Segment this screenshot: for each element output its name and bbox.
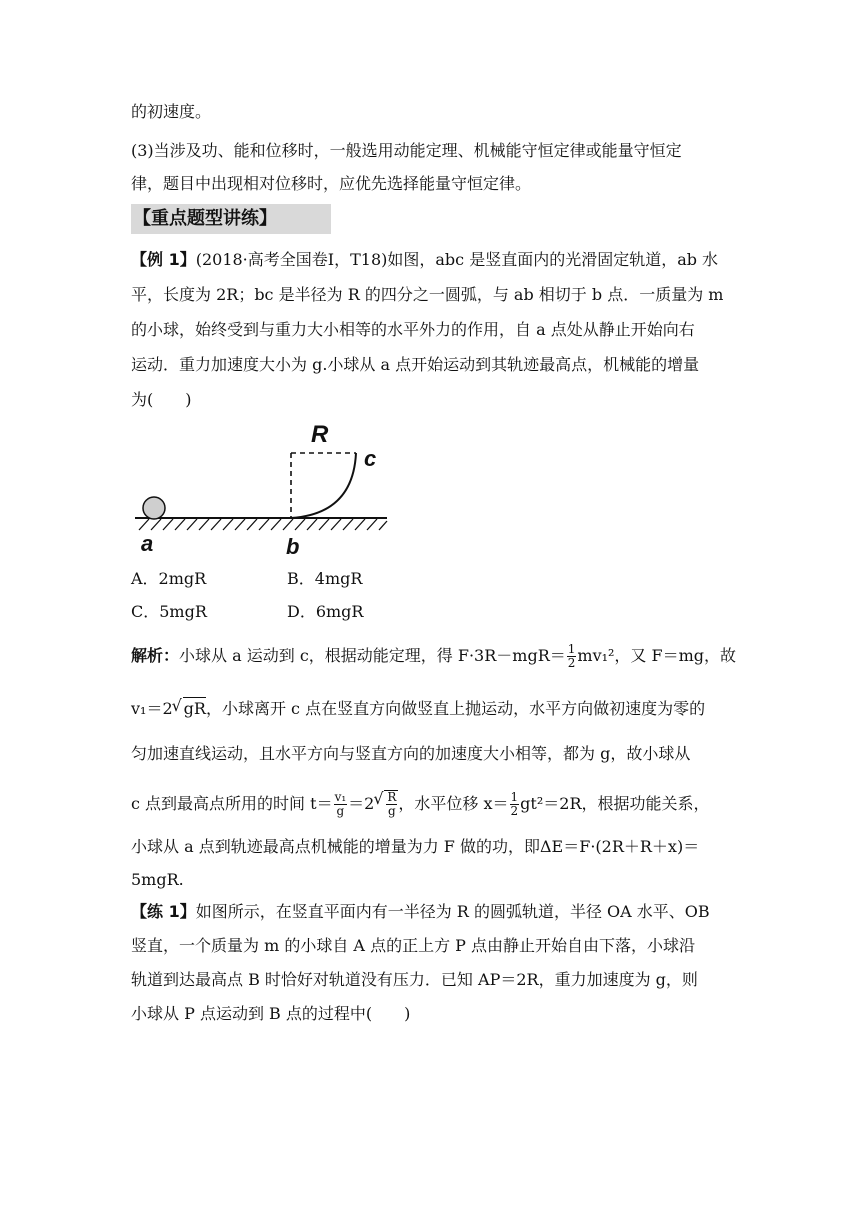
solution-line-5: 小球从 a 点到轨迹最高点机械能的增量为力 F 做的功，即ΔE＝F·(2R＋R＋x)＝ [131, 837, 700, 856]
solution-line-4b: ＝2 [348, 794, 375, 813]
example-line-1 [131, 249, 718, 271]
fraction-one-half [567, 643, 577, 670]
frac-num: v₁ [334, 790, 347, 804]
sqrt-gR: √ gR [183, 697, 206, 720]
option-b: B．4mgR [287, 569, 363, 588]
line-3: 律，题目中出现相对位移时，应优先选择能量守恒定律。 [131, 174, 532, 193]
label-c: c [364, 446, 377, 471]
line-2: (3)当涉及功、能和位移时，一般选用动能定理、机械能守恒定律或能量守恒定 [131, 141, 682, 160]
example-line-3: 的小球，始终受到与重力大小相等的水平外力的作用，自 a 点处从静止开始向右 [131, 320, 695, 339]
frac-den: 2 [510, 804, 519, 818]
label-R: R [311, 421, 329, 448]
line-1: 的初速度。 [131, 102, 212, 121]
solution-line-1a: 小球从 a 运动到 c，根据动能定理，得 F·3R－mgR＝ [179, 646, 566, 665]
practice-line-1-text: 如图所示，在竖直平面内有一半径为 R 的圆弧轨道，半径 OA 水平、OB [195, 902, 710, 921]
example-tag: 【例 1】 [131, 250, 196, 269]
solution-line-2c: ，小球离开 c 点在竖直方向做竖直上抛运动，水平方向做初速度为零的 [205, 699, 706, 718]
ball [143, 497, 165, 519]
option-a: A．2mgR [131, 569, 207, 588]
frac-den: 2 [567, 656, 576, 670]
solution-line-3: 匀加速直线运动，且水平方向与竖直方向的加速度大小相等，都为 g，故小球从 [131, 744, 691, 763]
frac-num: 1 [510, 790, 519, 804]
practice-line-4: 小球从 P 点运动到 B 点的过程中( ) [131, 1004, 411, 1023]
practice-tag: 【练 1】 [131, 902, 196, 921]
frac-num: √ R [387, 790, 397, 804]
solution-line-4c: ，水平位移 x＝ [398, 794, 509, 813]
label-b: b [286, 534, 300, 559]
track-figure [131, 418, 391, 560]
solution-line-4a: c 点到最高点所用的时间 t＝ [131, 794, 333, 813]
option-c: C．5mgR [131, 602, 207, 621]
example-line-5: 为( ) [131, 390, 192, 409]
solution-line-1b: mv₁²，又 F＝mg，故 [577, 646, 737, 665]
frac-den: g [388, 804, 396, 818]
example-line-4: 运动．重力加速度大小为 g.小球从 a 点开始运动到其轨迹最高点，机械能的增量 [131, 355, 700, 374]
arc-track [291, 453, 356, 518]
solution-line-4d: gt²＝2R，根据功能关系， [520, 794, 710, 813]
option-d: D．6mgR [287, 602, 364, 621]
fraction-one-half-2 [510, 791, 520, 818]
frac-den: g [336, 804, 345, 818]
example-line-2: 平，长度为 2R；bc 是半径为 R 的四分之一圆弧，与 ab 相切于 b 点．一质量为 m [131, 285, 724, 304]
solution-line-1 [131, 643, 736, 670]
practice-line-3: 轨道到达最高点 B 时恰好对轨道没有压力．已知 AP＝2R，重力加速度为 g，则 [131, 970, 698, 989]
solution-tag: 解析： [131, 646, 180, 665]
section-heading: 【重点题型讲练】 [131, 204, 331, 234]
label-a: a [141, 531, 154, 556]
fraction-R-g [386, 791, 397, 818]
frac-num: 1 [567, 642, 576, 656]
example-line-1-text: (2018·高考全国卷Ⅰ，T18)如图，abc 是竖直面内的光滑固定轨道，ab 水 [195, 250, 719, 269]
practice-line-1 [131, 901, 710, 923]
practice-line-2: 竖直，一个质量为 m 的小球自 A 点的正上方 P 点由静止开始自由下落，小球沿 [131, 936, 696, 955]
solution-line-4 [131, 790, 710, 818]
fraction-v1-g [334, 791, 348, 818]
sqrt-R-over-g [384, 790, 398, 818]
solution-line-2a: v₁＝2 [131, 699, 173, 718]
solution-line-6: 5mgR. [131, 870, 184, 889]
solution-line-2 [131, 697, 705, 720]
